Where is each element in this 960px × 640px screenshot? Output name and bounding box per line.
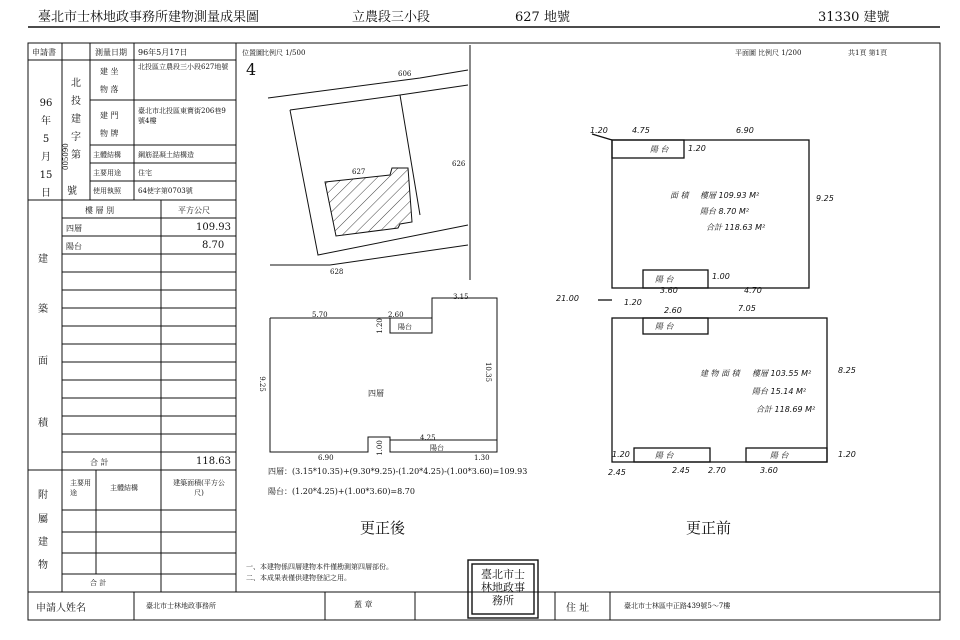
orig-area-note: 合計 118.69 M² — [756, 405, 816, 414]
annex-area-header: 建築面積(平方公尺) — [173, 479, 225, 497]
orig-dim: 8.25 — [838, 366, 856, 375]
floor-header: 樓 層 別 — [85, 206, 115, 215]
parcel-label: 606 — [398, 70, 412, 78]
doc-char: 第 — [71, 150, 81, 161]
floor-row-name: 陽台 — [66, 242, 82, 251]
survey-date-label: 測量日期 — [95, 48, 127, 57]
parcel-number: 627 地號 — [515, 10, 570, 25]
dim-label: 4.25 — [420, 434, 436, 442]
formula-balcony: 陽台：(1.20*4.25)+(1.00*3.60)=8.70 — [268, 487, 415, 496]
location-map-scale: 比例尺 1/500 — [262, 49, 306, 57]
orig-dim: 21.00 — [556, 294, 579, 303]
land-section: 立農段三小段 — [352, 10, 431, 25]
orig-dim: 1.00 — [712, 272, 730, 281]
orig-area-note: 陽台 15.14 M² — [752, 387, 807, 396]
orig-dim: 4.75 — [632, 126, 650, 135]
orig-area-note: 建 物 面 積 — [700, 369, 740, 378]
floor-row-area: 8.70 — [202, 240, 225, 251]
original-caption: 更正前 — [686, 519, 732, 537]
year-vertical — [36, 95, 56, 203]
main-use-label: 主要用途 — [93, 169, 121, 177]
structure-label: 主體結構 — [93, 151, 121, 159]
dim-label: 3.15 — [453, 293, 469, 301]
total-label: 合 計 — [90, 458, 109, 467]
building-number: 31330 建號 — [818, 10, 890, 25]
balcony-label-top: 陽台 — [398, 323, 412, 331]
doc-char: 北 — [71, 78, 81, 89]
orig-dim: 6.90 — [736, 126, 754, 135]
orig-balcony: 陽 台 — [655, 451, 674, 460]
doc-char: 字 — [71, 132, 81, 143]
room-label: 四層 — [368, 389, 384, 398]
area-side-char: 面 — [38, 356, 48, 367]
dim-label: 5.70 — [312, 311, 328, 319]
year-char: 年 — [41, 116, 51, 127]
building-location-label2: 物 落 — [100, 85, 119, 94]
survey-date-value: 96年5月17日 — [138, 48, 188, 57]
orig-balcony: 陽 台 — [770, 451, 789, 460]
doc-char: 投 — [71, 96, 81, 107]
dim-label: 2.60 — [388, 311, 404, 319]
orig-dim: 1.20 — [624, 298, 642, 307]
annex-total-label: 合 計 — [90, 579, 107, 587]
annex-side-char: 附 — [38, 490, 48, 501]
annex-use-header: 主要用途 — [70, 479, 91, 497]
orig-balcony: 陽 台 — [650, 145, 669, 154]
dim-label: 1.30 — [474, 454, 490, 462]
annex-side-char: 物 — [38, 560, 48, 571]
orig-balcony: 陽 台 — [655, 322, 674, 331]
unit-header: 平方公尺 — [178, 206, 210, 215]
orig-dim: 2.70 — [708, 466, 726, 475]
applicant-name-label: 申請人姓名 — [36, 603, 86, 614]
location-map-label: 位置圖 — [242, 49, 263, 57]
total-value: 118.63 — [196, 456, 231, 467]
floor-row-area: 109.93 — [196, 222, 231, 233]
door-label: 建 門 — [100, 111, 119, 120]
parcel-label: 628 — [330, 268, 344, 276]
page-count: 共1頁 第1頁 — [848, 49, 888, 57]
area-side-char: 建 — [38, 254, 48, 265]
orig-dim: 1.20 — [612, 450, 630, 459]
outer-frame — [28, 43, 940, 620]
orig-area-note: 樓層 109.93 M² — [700, 191, 760, 200]
document-title: 臺北市士林地政事務所建物測量成果圖 — [38, 10, 260, 25]
structure-value: 鋼筋混凝土結構造 — [138, 151, 194, 159]
orig-dim: 3.60 — [660, 286, 678, 295]
license-value: 64使字第0703號 — [138, 187, 193, 195]
location-map-parcels — [268, 70, 468, 265]
orig-dim: 7.05 — [738, 304, 756, 313]
balcony-label-bottom: 陽台 — [430, 444, 444, 452]
stamp-text: 臺北市士林地政事務所 — [481, 568, 525, 607]
seal-label: 蓋 章 — [354, 600, 373, 609]
orig-area-note: 面 積 — [670, 191, 689, 200]
annex-side-char: 屬 — [38, 514, 48, 525]
dim-label: 1.20 — [375, 318, 384, 334]
orig-balcony: 陽 台 — [655, 275, 674, 284]
dim-label: 6.90 — [318, 454, 334, 462]
applicant-name-value: 臺北市士林地政事務所 — [146, 602, 216, 610]
orig-dim: 1.20 — [688, 144, 706, 153]
orig-dim: 2.45 — [608, 468, 626, 477]
orig-area-note: 合計 118.63 M² — [706, 223, 766, 232]
doc-char: 建 — [71, 114, 81, 125]
note-line: 一、本建物係四層建物本件僅勘測第四層部份。 — [246, 563, 393, 571]
day-text: 15 — [39, 170, 53, 181]
orig-dim: 4.70 — [744, 286, 762, 295]
year-text: 96 — [39, 98, 53, 109]
floor-row-name: 四層 — [66, 224, 82, 233]
area-side-char: 積 — [38, 418, 48, 429]
dim-label: 9.25 — [257, 376, 266, 392]
door-value: 臺北市北投區東寶街206巷9號4樓 — [138, 107, 226, 125]
orig-dim: 2.45 — [672, 466, 690, 475]
north-mark: 4 — [246, 60, 257, 79]
orig-dim: 1.20 — [838, 450, 856, 459]
day-char: 日 — [41, 188, 51, 199]
orig-dim: 1.20 — [590, 126, 608, 135]
license-label: 使用執照 — [93, 187, 121, 195]
plan-scale: 比例尺 1/200 — [758, 49, 802, 57]
parcel-label: 627 — [352, 168, 366, 176]
formula-floor: 四層：(3.15*10.35)+(9.30*9.25)-(1.20*4.25)-(1.00*3.60)=109.93 — [268, 467, 528, 476]
door-label2: 物 牌 — [100, 129, 119, 138]
parcel-label: 626 — [452, 160, 466, 168]
dim-label: 10.35 — [484, 361, 493, 383]
address-value: 臺北市士林區中正路439號5～7樓 — [624, 602, 731, 610]
orig-dim: 9.25 — [816, 194, 834, 203]
note-line: 二、本成果表僅供建物登記之用。 — [246, 574, 351, 582]
applicant-header: 申請書 — [32, 48, 56, 57]
month-char: 月 — [41, 152, 51, 163]
doc-number: 005090 — [62, 143, 70, 170]
dim-label: 1.00 — [375, 440, 384, 456]
orig-dim: 2.60 — [664, 306, 682, 315]
month-text: 5 — [42, 134, 50, 145]
annex-side-char: 建 — [38, 537, 48, 548]
orig-area-note: 樓層 103.55 M² — [752, 369, 812, 378]
address-label: 住 址 — [566, 603, 590, 614]
plan-label: 平面圖 — [735, 49, 756, 57]
orig-area-note: 陽台 8.70 M² — [700, 207, 750, 216]
orig-dim: 3.60 — [760, 466, 778, 475]
building-location-value: 北投區立農段三小段627地號 — [138, 63, 229, 71]
main-use-value: 住宅 — [138, 169, 152, 177]
annex-struct-header: 主體結構 — [110, 484, 138, 492]
area-side-char: 築 — [38, 304, 48, 315]
building-location-label: 建 坐 — [100, 67, 119, 76]
doc-suffix: 號 — [67, 186, 77, 197]
corrected-caption: 更正後 — [360, 519, 406, 537]
